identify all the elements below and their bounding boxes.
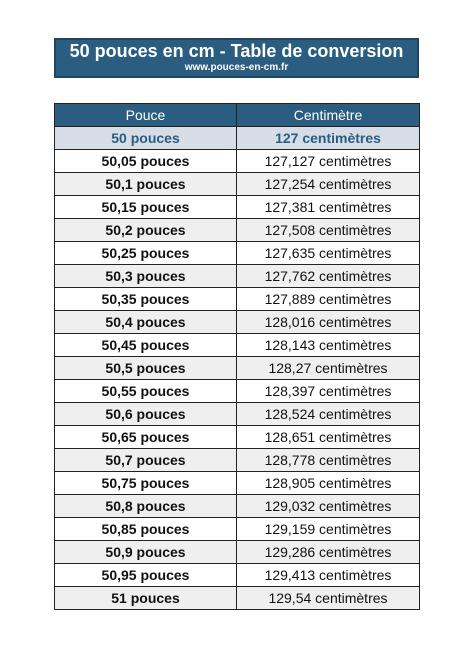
cell-inch: 50,55 pouces xyxy=(55,380,237,403)
cell-cm: 129,159 centimètres xyxy=(237,518,420,541)
table-body xyxy=(55,127,420,610)
cell-inch: 50,8 pouces xyxy=(55,495,237,518)
table-row xyxy=(55,518,420,541)
table-row xyxy=(55,380,420,403)
cell-cm: 128,524 centimètres xyxy=(237,403,420,426)
cell-cm: 127,762 centimètres xyxy=(237,265,420,288)
table-row xyxy=(55,173,420,196)
cell-cm: 128,905 centimètres xyxy=(237,472,420,495)
table-row xyxy=(55,426,420,449)
table-row xyxy=(55,242,420,265)
cell-inch: 50,3 pouces xyxy=(55,265,237,288)
cell-cm: 127,381 centimètres xyxy=(237,196,420,219)
table-row xyxy=(55,587,420,610)
cell-inch: 50,5 pouces xyxy=(55,357,237,380)
cell-inch: 50,95 pouces xyxy=(55,564,237,587)
cell-inch: 50,85 pouces xyxy=(55,518,237,541)
cell-inch: 50,7 pouces xyxy=(55,449,237,472)
cell-cm: 127,254 centimètres xyxy=(237,173,420,196)
cell-inch: 50,65 pouces xyxy=(55,426,237,449)
cell-cm: 128,27 centimètres xyxy=(237,357,420,380)
cell-inch: 50,05 pouces xyxy=(55,150,237,173)
table-row xyxy=(55,472,420,495)
cell-cm: 127,127 centimètres xyxy=(237,150,420,173)
table-row xyxy=(55,219,420,242)
cell-cm: 129,286 centimètres xyxy=(237,541,420,564)
table-row xyxy=(55,334,420,357)
cell-inch: 50,35 pouces xyxy=(55,288,237,311)
cell-inch: 50,75 pouces xyxy=(55,472,237,495)
page-title: 50 pouces en cm - Table de conversion xyxy=(69,41,404,61)
table-row xyxy=(55,127,420,150)
table-row xyxy=(55,196,420,219)
cell-inch: 51 pouces xyxy=(55,587,237,610)
cell-cm: 128,651 centimètres xyxy=(237,426,420,449)
cell-cm: 129,54 centimètres xyxy=(237,587,420,610)
website-link[interactable]: www.pouces-en-cm.fr xyxy=(184,62,289,73)
column-header-inch: Pouce xyxy=(55,104,237,127)
conversion-table xyxy=(54,103,420,610)
cell-cm: 128,397 centimètres xyxy=(237,380,420,403)
cell-inch: 50,15 pouces xyxy=(55,196,237,219)
table-row xyxy=(55,311,420,334)
cell-cm: 127,889 centimètres xyxy=(237,288,420,311)
cell-inch: 50,1 pouces xyxy=(55,173,237,196)
table-row xyxy=(55,265,420,288)
column-header-cm: Centimètre xyxy=(237,104,420,127)
table-row xyxy=(55,495,420,518)
cell-inch: 50,2 pouces xyxy=(55,219,237,242)
cell-cm: 128,778 centimètres xyxy=(237,449,420,472)
table-row xyxy=(55,150,420,173)
cell-cm: 127 centimètres xyxy=(237,127,420,150)
table-row xyxy=(55,541,420,564)
cell-inch: 50,6 pouces xyxy=(55,403,237,426)
cell-inch: 50 pouces xyxy=(55,127,237,150)
cell-cm: 127,508 centimètres xyxy=(237,219,420,242)
table-row xyxy=(55,357,420,380)
cell-cm: 129,413 centimètres xyxy=(237,564,420,587)
cell-inch: 50,45 pouces xyxy=(55,334,237,357)
table-header-row xyxy=(55,104,420,127)
cell-inch: 50,4 pouces xyxy=(55,311,237,334)
table-row xyxy=(55,403,420,426)
table-row xyxy=(55,564,420,587)
cell-cm: 129,032 centimètres xyxy=(237,495,420,518)
cell-cm: 128,143 centimètres xyxy=(237,334,420,357)
table-row xyxy=(55,449,420,472)
cell-inch: 50,25 pouces xyxy=(55,242,237,265)
table-row xyxy=(55,288,420,311)
title-banner xyxy=(54,38,419,78)
cell-cm: 127,635 centimètres xyxy=(237,242,420,265)
cell-inch: 50,9 pouces xyxy=(55,541,237,564)
cell-cm: 128,016 centimètres xyxy=(237,311,420,334)
